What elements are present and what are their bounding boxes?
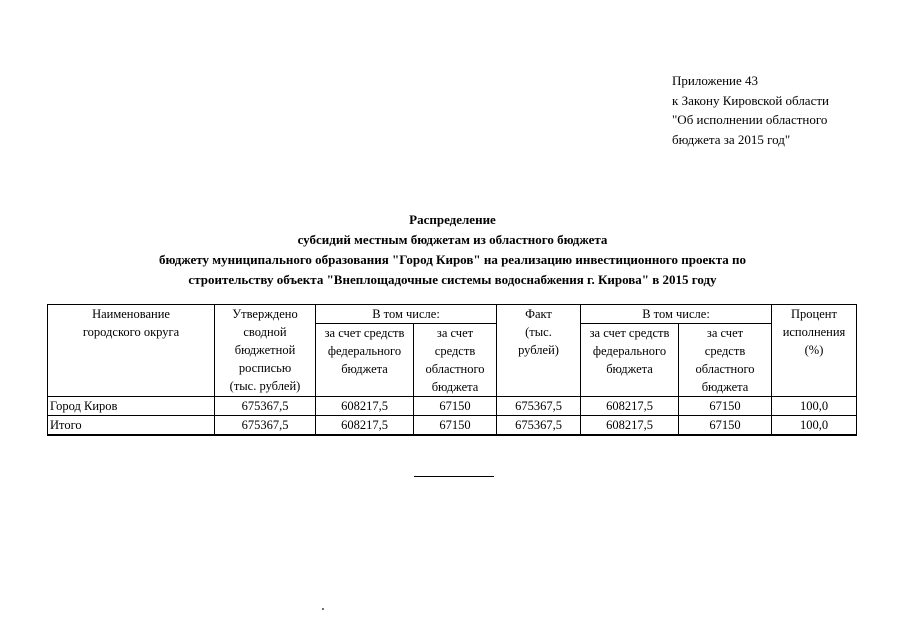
header-regional-approved: за счет средств областного бюджета	[414, 324, 497, 397]
document-title	[60, 210, 845, 290]
cell-percent: 100,0	[772, 397, 857, 416]
cell-federal-approved: 608217,5	[316, 397, 414, 416]
table-header-row	[48, 305, 857, 324]
title-line: строительству объекта "Внеплощадочные системы водоснабжения г. Кирова" в 2015 году	[188, 272, 717, 287]
header-fact: Факт (тыс. рублей)	[497, 305, 581, 397]
header-including-approved: В том числе:	[316, 305, 497, 324]
title-line: субсидий местным бюджетам из областного бюджета	[297, 232, 608, 247]
cell-name: Итого	[48, 416, 215, 436]
cell-regional-approved: 67150	[414, 416, 497, 436]
cell-fact: 675367,5	[497, 416, 581, 436]
header-including-fact: В том числе:	[581, 305, 772, 324]
appendix-block	[672, 71, 829, 149]
title-line: Распределение	[409, 212, 496, 227]
end-divider	[414, 476, 494, 477]
appendix-line: Приложение 43	[672, 73, 759, 88]
appendix-line: бюджета за 2015 год"	[672, 131, 791, 147]
table-row-total	[48, 416, 857, 436]
scan-speck	[322, 608, 324, 610]
cell-name: Город Киров	[48, 397, 215, 416]
cell-percent: 100,0	[772, 416, 857, 436]
cell-federal-fact: 608217,5	[581, 397, 679, 416]
cell-federal-fact: 608217,5	[581, 416, 679, 436]
header-percent: Процент исполнения (%)	[772, 305, 857, 397]
subsidy-table	[47, 304, 857, 436]
cell-fact: 675367,5	[497, 397, 581, 416]
table-row	[48, 397, 857, 416]
header-name: Наименование городского округа	[48, 305, 215, 397]
header-approved: Утверждено сводной бюджетной росписью (тыс. рублей)	[215, 305, 316, 397]
cell-regional-approved: 67150	[414, 397, 497, 416]
appendix-line: к Закону Кировской области	[672, 92, 829, 108]
cell-regional-fact: 67150	[679, 416, 772, 436]
title-line: бюджету муниципального образования "Город Киров" на реализацию инвестиционного проекта по	[159, 252, 746, 267]
header-federal-fact: за счет средств федерального бюджета	[581, 324, 679, 397]
cell-federal-approved: 608217,5	[316, 416, 414, 436]
header-regional-fact: за счет средств областного бюджета	[679, 324, 772, 397]
cell-approved: 675367,5	[215, 416, 316, 436]
cell-approved: 675367,5	[215, 397, 316, 416]
header-federal-approved: за счет средств федерального бюджета	[316, 324, 414, 397]
appendix-line: "Об исполнении областного	[672, 112, 828, 127]
cell-regional-fact: 67150	[679, 397, 772, 416]
